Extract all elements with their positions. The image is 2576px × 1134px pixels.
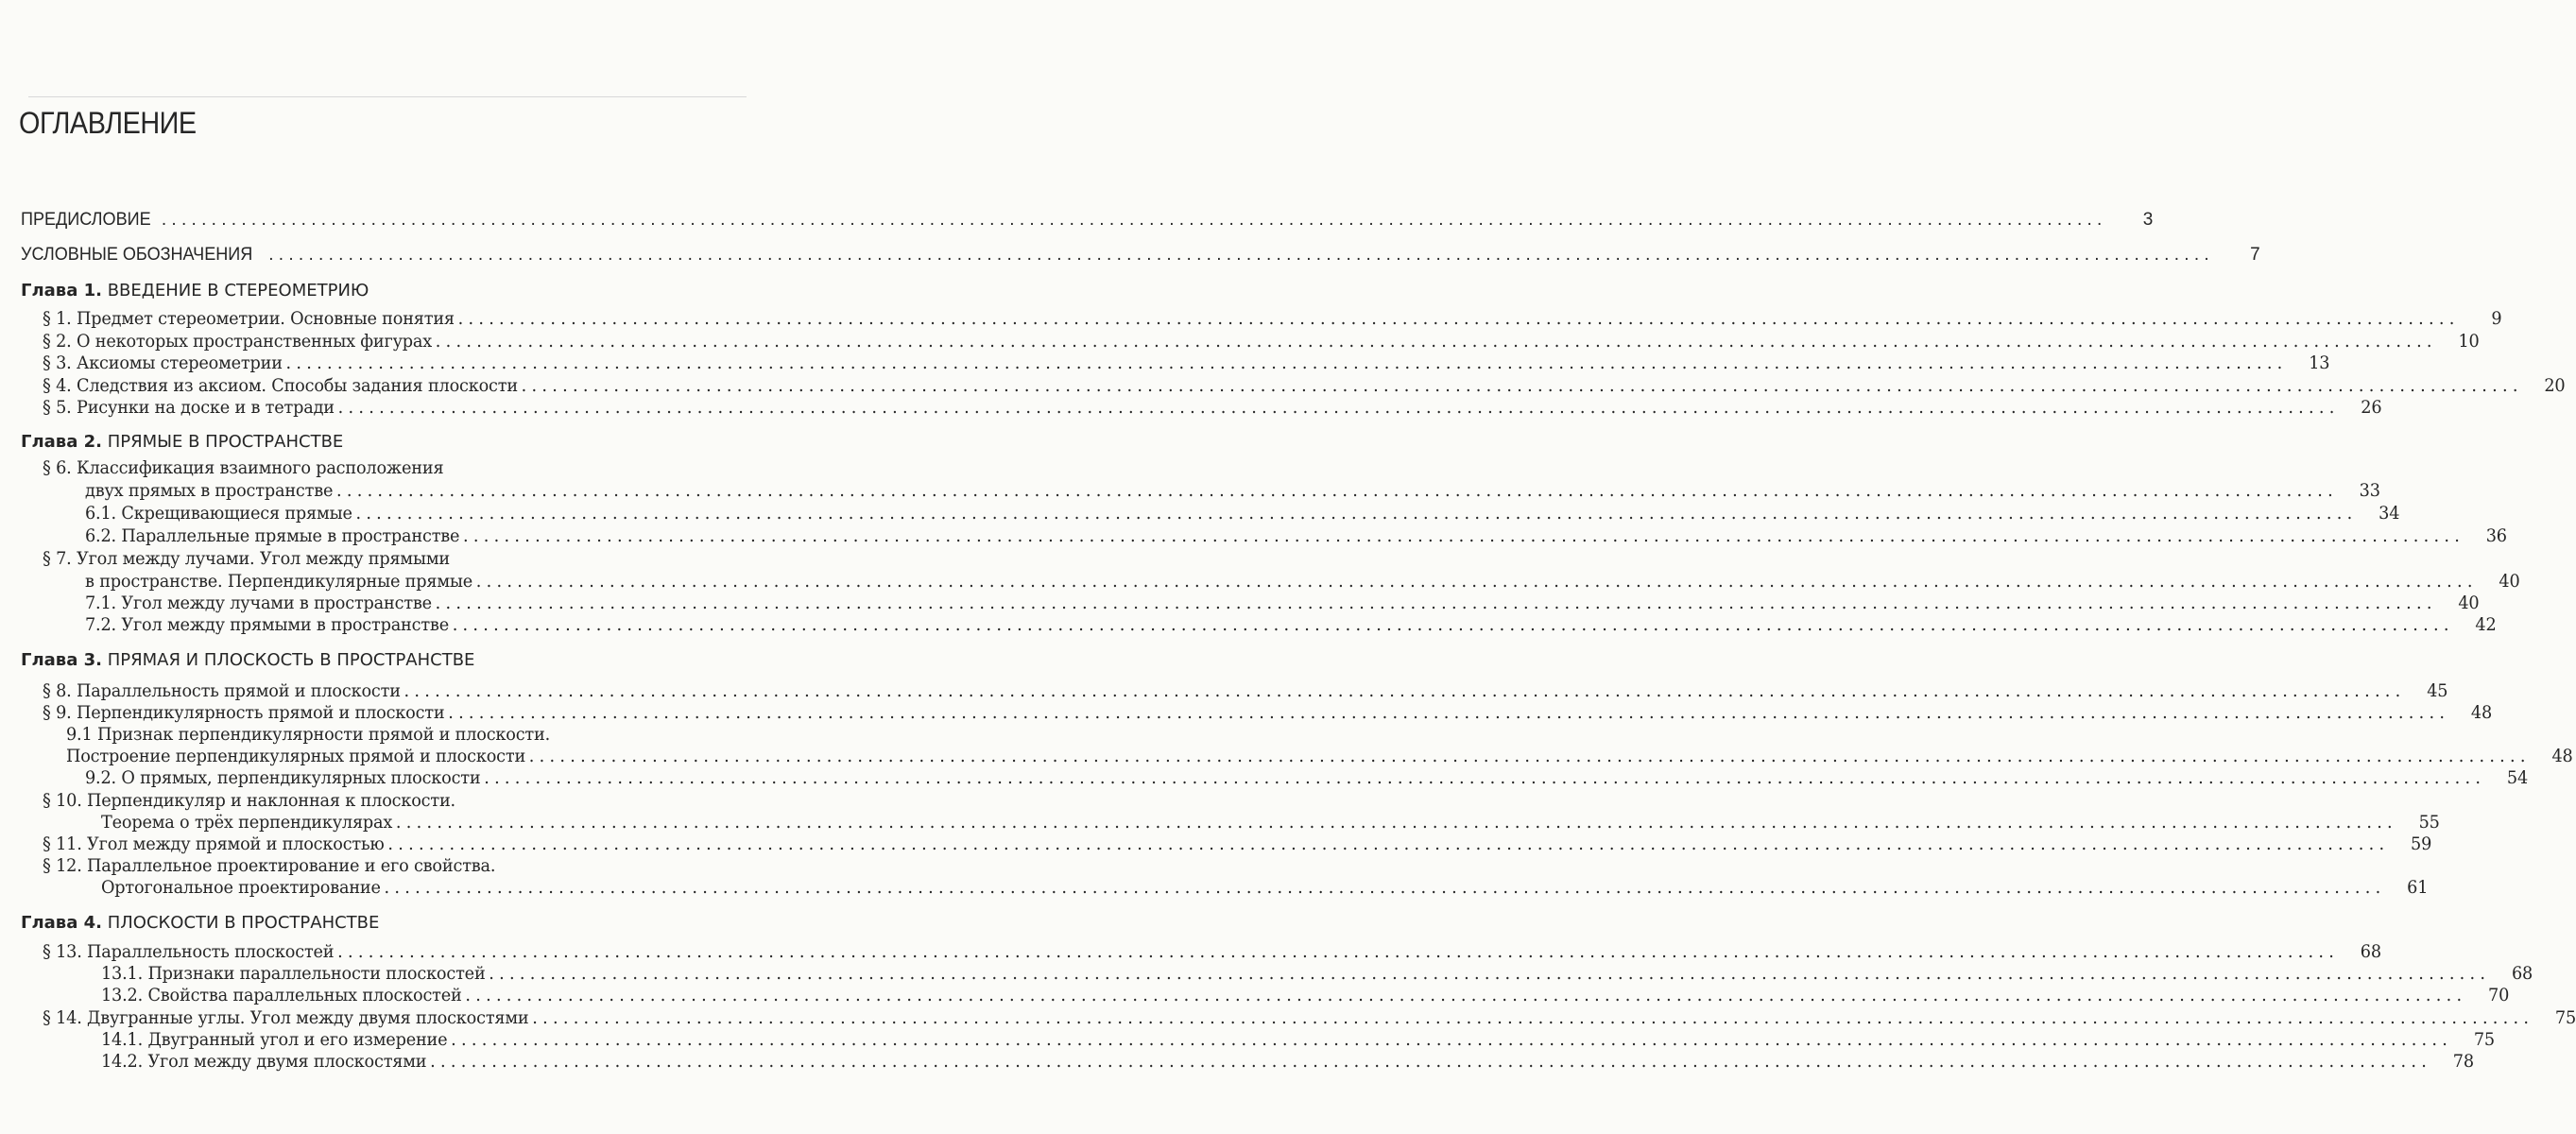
toc-entry[interactable] <box>85 614 2497 639</box>
entry-page: 7 <box>2250 245 2260 265</box>
entry-label: § 12. Параллельное проектирование и его свойства. <box>43 855 496 876</box>
entry-page: 75 <box>2554 1007 2576 1028</box>
dot-leader <box>432 593 2435 613</box>
toc-entry[interactable] <box>85 525 2507 550</box>
dot-leader <box>385 833 2388 854</box>
entry-page: 48 <box>2551 746 2573 766</box>
entry-label: Построение перпендикулярных прямой и плоскости <box>66 746 526 766</box>
entry-label: § 5. Рисунки на доске и в тетради <box>43 397 335 418</box>
entry-label: УСЛОВНЫЕ ОБОЗНАЧЕНИЯ <box>21 245 253 265</box>
entry-label: § 9. Перпендикулярность прямой и плоскости <box>43 702 445 723</box>
entry-label: ПРЕДИСЛОВИЕ <box>21 210 151 230</box>
entry-label: § 3. Аксиомы стереометрии <box>43 352 283 373</box>
entry-page: 45 <box>2427 680 2448 701</box>
entry-page: 54 <box>2506 767 2529 788</box>
toc-entry[interactable] <box>101 877 2429 902</box>
chapter-number: Глава 4. <box>21 913 102 933</box>
entry-label: § 7. Угол между лучами. Угол между прямыми <box>43 548 450 569</box>
chapter-heading[interactable] <box>21 650 474 670</box>
dot-leader <box>447 1029 2450 1050</box>
page-title: ОГЛАВЛЕНИЕ <box>19 106 197 140</box>
entry-page: 70 <box>2488 985 2510 1005</box>
entry-page: 55 <box>2418 812 2440 833</box>
entry-label: 7.1. Угол между лучами в пространстве <box>85 593 432 613</box>
entry-label: 13.1. Признаки параллельности плоскостей <box>101 963 486 984</box>
dot-leader <box>486 963 2489 984</box>
chapter-number: Глава 3. <box>21 650 102 670</box>
dot-leader <box>158 210 2105 231</box>
entry-label: 9.1 Признак перпендикулярности прямой и плоскости. <box>66 724 551 745</box>
entry-label: двух прямых в пространстве <box>85 480 334 501</box>
entry-label: § 2. О некоторых пространственных фигурах <box>43 331 433 352</box>
entry-label: 6.1. Скрещивающиеся прямые <box>85 503 352 524</box>
chapter-number: Глава 1. <box>21 281 102 301</box>
dot-leader <box>392 812 2396 833</box>
toc-entry[interactable] <box>43 457 765 482</box>
dot-leader <box>518 375 2521 396</box>
entry-page: 48 <box>2470 702 2493 723</box>
entry-label: в пространстве. Перпендикулярные прямые <box>85 571 473 592</box>
dot-leader <box>432 331 2435 352</box>
toc-entry[interactable] <box>101 1051 2474 1075</box>
dot-leader <box>335 397 2338 418</box>
dot-leader <box>334 941 2337 962</box>
entry-page: 20 <box>2544 375 2566 396</box>
toc-entry[interactable] <box>21 210 2154 234</box>
toc-entry[interactable] <box>43 308 2502 333</box>
dot-leader <box>525 746 2529 766</box>
chapter-heading[interactable] <box>21 432 343 452</box>
dot-leader <box>472 571 2476 592</box>
entry-page: 10 <box>2458 331 2480 352</box>
entry-page: 68 <box>2360 941 2381 962</box>
entry-label: 14.1. Двугранный угол и его измерение <box>101 1029 448 1050</box>
entry-label: 13.2. Свойства параллельных плоскостей <box>101 985 462 1005</box>
chapter-title: ПРЯМЫЕ В ПРОСТРАНСТВЕ <box>107 432 344 452</box>
entry-label: 6.2. Параллельные прямые в пространстве <box>85 525 460 546</box>
entry-label: § 8. Параллельность прямой и плоскости <box>43 680 401 701</box>
dot-leader <box>449 614 2452 635</box>
toc-entry[interactable] <box>85 480 2380 505</box>
toc-entry[interactable] <box>101 985 2510 1009</box>
chapter-title: ПРЯМАЯ И ПЛОСКОСТЬ В ПРОСТРАНСТВЕ <box>107 650 475 670</box>
entry-label: § 11. Угол между прямой и плоскостью <box>43 833 385 854</box>
entry-page: 33 <box>2359 480 2380 501</box>
dot-leader <box>283 352 2286 373</box>
entry-page: 78 <box>2452 1051 2474 1072</box>
entry-page: 9 <box>2491 308 2502 329</box>
entry-page: 42 <box>2475 614 2497 635</box>
entry-label: Ортогональное проектирование <box>101 877 381 898</box>
dot-leader <box>265 245 2212 266</box>
entry-page: 26 <box>2361 397 2382 418</box>
entry-label: § 6. Классификация взаимного расположения <box>43 457 444 478</box>
entry-label: § 1. Предмет стереометрии. Основные понятия <box>43 308 455 329</box>
dot-leader <box>381 877 2384 898</box>
dot-leader <box>444 702 2447 723</box>
dot-leader <box>333 480 2336 501</box>
dot-leader <box>401 680 2404 701</box>
entry-label: 9.2. О прямых, перпендикулярных плоскости <box>85 767 481 788</box>
toc-entry[interactable] <box>43 548 765 573</box>
entry-page: 68 <box>2511 963 2533 984</box>
dot-leader <box>459 525 2463 546</box>
entry-label: 7.2. Угол между прямыми в пространстве <box>85 614 449 635</box>
toc-entry[interactable] <box>21 245 2260 269</box>
chapter-heading[interactable] <box>21 913 379 933</box>
entry-page: 40 <box>2458 593 2480 613</box>
toc-entry[interactable] <box>43 352 2330 377</box>
entry-label: § 13. Параллельность плоскостей <box>43 941 335 962</box>
dot-leader <box>529 1007 2533 1028</box>
entry-page: 75 <box>2473 1029 2495 1050</box>
chapter-title: ВВЕДЕНИЕ В СТЕРЕОМЕТРИЮ <box>107 281 369 301</box>
toc-entry[interactable] <box>85 767 2529 792</box>
entry-page: 13 <box>2309 352 2330 373</box>
entry-page: 36 <box>2485 525 2507 546</box>
chapter-title: ПЛОСКОСТИ В ПРОСТРАНСТВЕ <box>107 913 380 933</box>
dot-leader <box>426 1051 2430 1072</box>
entry-label: § 10. Перпендикуляр и наклонная к плоскости. <box>43 790 455 811</box>
entry-label: § 14. Двугранные углы. Угол между двумя плоскостями <box>43 1007 529 1028</box>
entry-page: 3 <box>2142 210 2154 230</box>
chapter-heading[interactable] <box>21 281 369 301</box>
entry-page: 59 <box>2411 833 2432 854</box>
dot-leader <box>462 985 2465 1005</box>
toc-entry[interactable] <box>85 503 2400 527</box>
top-rule <box>28 96 747 97</box>
dot-leader <box>480 767 2483 788</box>
toc-entry[interactable] <box>43 397 2382 421</box>
dot-leader <box>352 503 2356 524</box>
entry-label: Теорема о трёх перпендикулярах <box>101 812 393 833</box>
entry-page: 34 <box>2379 503 2400 524</box>
entry-page: 61 <box>2407 877 2429 898</box>
chapter-number: Глава 2. <box>21 432 102 452</box>
dot-leader <box>455 308 2458 329</box>
entry-page: 40 <box>2499 571 2520 592</box>
entry-label: § 4. Следствия из аксиом. Способы задания плоскости <box>43 375 518 396</box>
entry-label: 14.2. Угол между двумя плоскостями <box>101 1051 427 1072</box>
